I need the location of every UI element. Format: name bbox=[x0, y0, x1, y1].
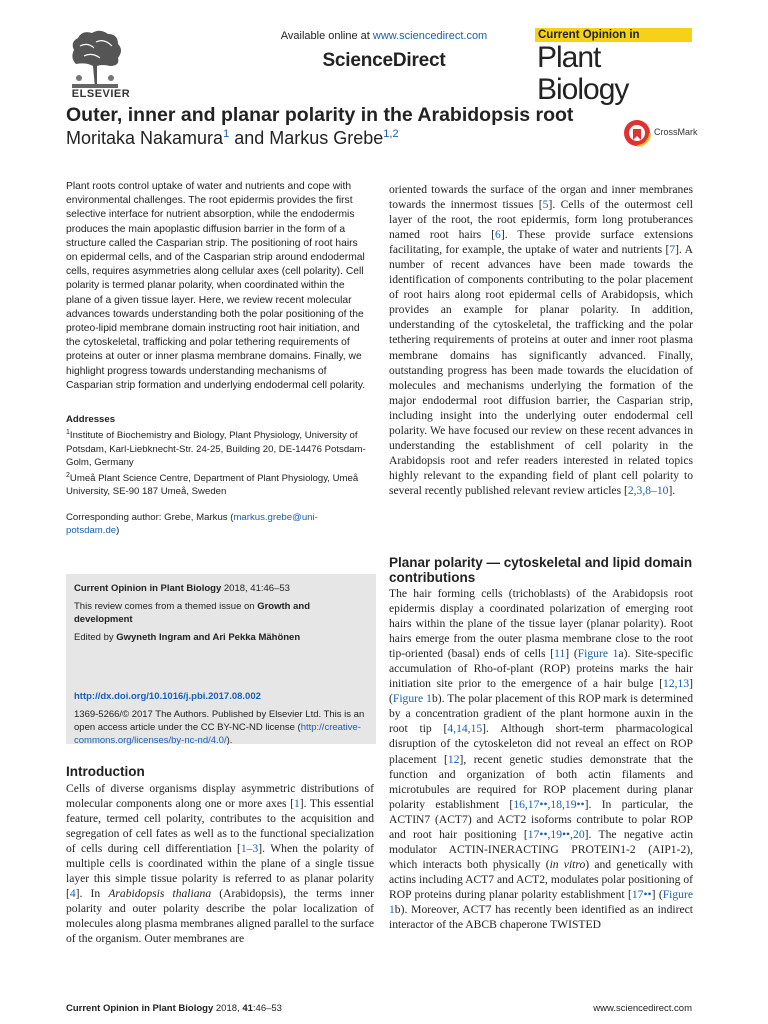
license-end: ). bbox=[226, 735, 233, 746]
introduction-heading: Introduction bbox=[66, 764, 145, 779]
address-2 bbox=[66, 469, 371, 499]
footer-site-link[interactable]: www.sciencedirect.com bbox=[593, 1003, 692, 1014]
ref-link[interactable]: 2,3,8–10 bbox=[627, 483, 669, 497]
footer-citation bbox=[66, 1003, 282, 1014]
in-vitro-term: in vitro bbox=[549, 857, 586, 871]
doi-link[interactable]: http://dx.doi.org/10.1016/j.pbi.2017.08.002 bbox=[74, 691, 261, 702]
info-theme-prefix: This review comes from a themed issue on bbox=[74, 601, 258, 612]
license-text bbox=[74, 708, 368, 747]
corresponding-prefix: Corresponding author: Grebe, Markus ( bbox=[66, 511, 234, 523]
sciencedirect-link[interactable]: www.sciencedirect.com bbox=[372, 30, 488, 42]
info-theme bbox=[74, 600, 368, 626]
footer-pages: :46–53 bbox=[252, 1003, 282, 1014]
ref-link[interactable]: 4,14,15 bbox=[447, 722, 483, 736]
corresponding-email-link[interactable]: markus.grebe@uni-potsdam.de bbox=[66, 511, 318, 536]
ref-link[interactable]: 5 bbox=[542, 198, 549, 212]
available-prefix: Available online at bbox=[280, 30, 373, 42]
article-title: Outer, inner and planar polarity in the Arabidopsis root bbox=[66, 104, 574, 126]
journal-logo bbox=[535, 28, 692, 106]
address-2-marker: 2 bbox=[66, 472, 70, 480]
publisher-name: ELSEVIER bbox=[71, 88, 131, 100]
ref-link[interactable]: 4 bbox=[69, 887, 76, 901]
journal-name: Plant Biology bbox=[537, 41, 629, 106]
license-link[interactable]: http://creative-commons.org/licenses/by-nc-nd/4.0/ bbox=[74, 722, 361, 746]
ref-link[interactable]: 6 bbox=[495, 228, 501, 242]
article-info-box bbox=[66, 574, 376, 744]
journal-band: Current Opinion in bbox=[535, 28, 692, 42]
ref-link[interactable]: 1–3 bbox=[240, 842, 259, 856]
author-1-affiliation[interactable]: 1 bbox=[223, 128, 230, 140]
figure-link[interactable]: Figure 1 bbox=[389, 887, 693, 916]
figure-link[interactable]: Figure 1 bbox=[392, 692, 432, 706]
left-column bbox=[66, 180, 371, 537]
info-citation bbox=[74, 582, 368, 595]
ref-link[interactable]: 11 bbox=[554, 647, 566, 661]
planar-polarity-heading: Planar polarity — cytoskeletal and lipid domain contributions bbox=[389, 555, 693, 585]
introduction-text: Cells of diverse organisms display asymmetric distributions of molecular components along one or more axes [1]. This essential feature, termed cell polarity, contributes to the acquisition and segregation of cell fates as well as to the functional specialization of cells during cell differentiation [1–3]. When the polarity of multiple cells is coordinated within the plane of a single tissue layer this simple tissue polarity is referred to as planar polarity [4]. In Arabidopsis thaliana (Arabidopsis), the terms inner polarity and outer polarity describe the polar localization of molecules along plasma membranes aligned parallel to the surface of the organism. Outer membranes are bbox=[66, 782, 374, 946]
footer-journal: Current Opinion in Plant Biology bbox=[66, 1003, 214, 1014]
planar-polarity-text: The hair forming cells (trichoblasts) of the Arabidopsis root epidermis display a coordinated polarization of emerging root hairs within the plane of the tissue layer (planar polarity). Root hairs emerge from the outer plasma membrane close to the root tip-oriented (basal) ends of cells [11] (Figure 1a). Site-specific accumulation of Rho-of-plant (ROP) proteins marks the hair initiation site prior to the emergence of a hair bulge [12,13] (Figure 1b). The polar placement of this ROP mark is determined by a concentration gradient of the plant hormone auxin in the root tip [4,14,15]. Although short-term pharmacological disruption of the cytoskeleton did not reveal an effect on ROP placement [12], recent genetic studies demonstrate that the function and organization of both actin filaments and microtubules are required for ROP placement during planar polarity establishment [16,17••,18,19••]. In particular, the ACTIN7 (ACT7) and ACT2 isoforms contribute to polar ROP and root hair positioning [17••,19••,20]. The negative actin modulator ACTIN-INERACTING PROTEIN1-2 (AIP1-2), which interacts both physically (in vitro) and genetically with actins including ACT7 and ACT2, modulates polar positioning of ROP proteins during planar polarity establishment [17••] (Figure 1b). Moreover, ACT7 has recently been identified as an indirect interactor of the ABCB chaperone TWISTED bbox=[389, 587, 694, 932]
address-1 bbox=[66, 426, 371, 469]
crossmark-label: CrossMark bbox=[654, 127, 698, 137]
addresses-heading: Addresses bbox=[66, 414, 116, 426]
abstract: Plant roots control uptake of water and nutrients and cope with environmental challenges. The root epidermis provides the first selective interface for nutrient absorption, while the endodermis produces the main apoplastic diffusion barrier in the form of a structure called the Casparian strip. The positioning of root hairs on epidermal cells, and of the Casparian strip around endodermal cells, requires asymmetries along cellular axes (cell polarity). Cell polarity is termed planar polarity, when coordinated within the plane of a given tissue layer. Here, we review recent molecular advances towards understanding both the polar positioning of the proteo-lipid membrane domain instructing root hair initiation, and the cytoskeletal, trafficking and polar tethering requirements of proteins at outer or inner plasma membrane domains. Finally, we highlight progress towards understanding mechanisms of Casparian strip formation and underlying endodermal cell polarity. bbox=[66, 181, 366, 391]
right-column-text: oriented towards the surface of the organ and inner membranes towards the innermost tissues [5]. Cells of the outermost cell layer of the root, the root epidermis, form long protuberances named root hairs [6]. These provide surface extensions facilitating, for example, the uptake of water and nutrients [7]. A number of recent advances have been made towards the identification of components contributing to the polar placement of root hairs along root epidermal cells of Arabidopsis, which provides an example for planar polarity. In addition, understanding of the cytoskeletal, the trafficking and the polar tethering requirements of proteins at outer and inner root plasma membrane domains has significantly advanced. Finally, outstanding progress has been made towards the elucidation of molecules and mechanisms underlying the formation of the major endodermal root diffusion barrier, the Casparian strip, including insight into the underlying outer endodermal cell polarity. We have focused our review on these recent advances in understanding the establishment of cell polarity in the Arabidopsis root and refer readers interested in related topics highly relevant to the expanding field of plant cell polarity to several recently published relevant review articles [2,3,8–10]. bbox=[389, 183, 693, 497]
license-statement: 1369-5266/© 2017 The Authors. Published by Elsevier Ltd. This is an open access article under the CC BY-NC-ND license ( bbox=[74, 709, 365, 733]
ref-link[interactable]: 1 bbox=[293, 797, 300, 811]
address-1-marker: 1 bbox=[66, 429, 70, 437]
info-theme-name: Growth and development bbox=[74, 601, 310, 625]
addresses bbox=[66, 413, 371, 499]
ref-link[interactable]: 12 bbox=[447, 752, 460, 766]
species-name: Arabidopsis thaliana bbox=[108, 887, 212, 901]
author-2-affiliation[interactable]: 1,2 bbox=[383, 128, 399, 140]
info-citation-text: 2018, 41:46–53 bbox=[221, 583, 290, 594]
info-editors bbox=[74, 631, 368, 644]
article-authors bbox=[66, 128, 399, 149]
ref-link[interactable]: 17•• bbox=[631, 887, 652, 901]
corresponding-author bbox=[66, 511, 371, 537]
figure-link[interactable]: Figure 1 bbox=[577, 647, 619, 661]
address-2-text: Umeå Plant Science Centre, Department of Plant Physiology, Umeå University, SE-90 187 Umeå, Sweden bbox=[66, 473, 359, 498]
info-editor-names: Gwyneth Ingram and Ari Pekka Mähönen bbox=[116, 632, 301, 643]
footer-volume: 41 bbox=[242, 1003, 253, 1014]
info-journal: Current Opinion in Plant Biology bbox=[74, 583, 222, 594]
ref-link[interactable]: 17••,19••,20 bbox=[527, 827, 585, 841]
platform-name: ScienceDirect bbox=[322, 50, 446, 71]
address-1-text: Institute of Biochemistry and Biology, Plant Physiology, University of Potsdam, Karl-Liebknecht-Str. 24-25, Building 20, DE-14476 Potsdam-Golm, Germany bbox=[66, 430, 366, 468]
author-2: and Markus Grebe bbox=[229, 128, 384, 148]
ref-link[interactable]: 12,13 bbox=[663, 677, 690, 691]
author-1: Moritaka Nakamura bbox=[66, 128, 224, 148]
corresponding-suffix: ) bbox=[116, 524, 120, 536]
ref-link[interactable]: 16,17••,18,19•• bbox=[513, 797, 585, 811]
footer-year: 2018, bbox=[213, 1003, 243, 1014]
ref-link[interactable]: 7 bbox=[669, 243, 676, 257]
info-edited-prefix: Edited by bbox=[74, 632, 117, 643]
